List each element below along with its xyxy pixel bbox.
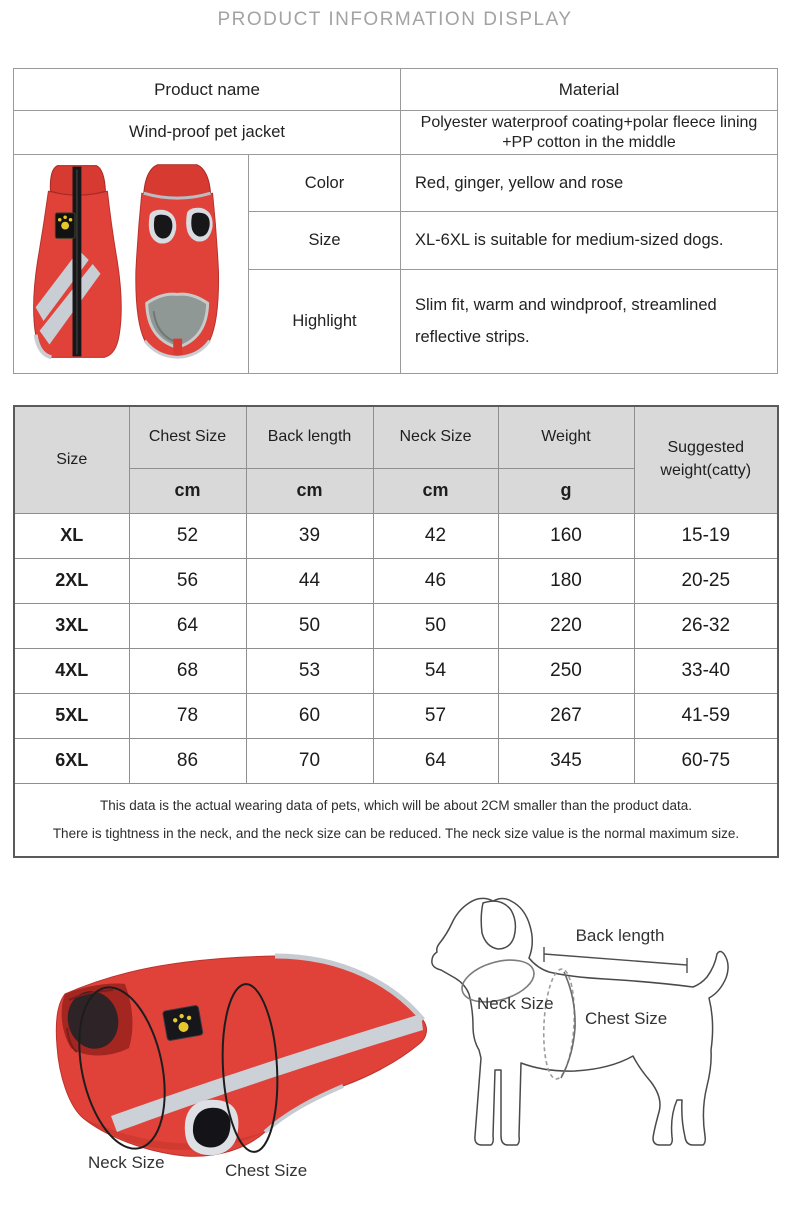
cell-neck: 46 <box>373 558 498 603</box>
table-row <box>14 558 778 603</box>
dog-chest-size-label: Chest Size <box>585 1009 668 1028</box>
dog-neck-size-label: Neck Size <box>477 994 554 1013</box>
dog-back-length-label: Back length <box>575 926 665 945</box>
col-header-neck: Neck Size <box>373 406 498 468</box>
cell-size: 2XL <box>14 558 129 603</box>
cell-suggested: 26-32 <box>634 603 778 648</box>
note-line-2: There is tightness in the neck, and the neck size can be reduced. The neck size value is the normal maximum size. <box>52 825 740 841</box>
cell-neck: 50 <box>373 603 498 648</box>
cell-neck: 54 <box>373 648 498 693</box>
table-row <box>14 738 778 783</box>
cell-size: 6XL <box>14 738 129 783</box>
cell-neck: 42 <box>373 513 498 558</box>
cell-back: 60 <box>246 693 373 738</box>
page-title: PRODUCT INFORMATION DISPLAY <box>217 9 573 30</box>
table-row <box>14 693 778 738</box>
product-name-value: Wind-proof pet jacket <box>14 111 401 155</box>
cell-suggested: 20-25 <box>634 558 778 603</box>
product-photo-front-back <box>16 157 245 366</box>
cell-chest: 52 <box>129 513 246 558</box>
size-label: Size <box>249 212 401 270</box>
cell-back: 44 <box>246 558 373 603</box>
unit-neck: cm <box>373 468 498 513</box>
jacket-neck-size-label: Neck Size <box>88 1153 165 1172</box>
cell-neck: 64 <box>373 738 498 783</box>
cell-suggested: 15-19 <box>634 513 778 558</box>
color-label: Color <box>249 155 401 212</box>
cell-chest: 78 <box>129 693 246 738</box>
col-header-weight: Weight <box>498 406 634 468</box>
back-length-measure-line <box>544 947 687 973</box>
cell-weight: 220 <box>498 603 634 648</box>
unit-weight: g <box>498 468 634 513</box>
cell-chest: 86 <box>129 738 246 783</box>
cell-chest: 68 <box>129 648 246 693</box>
highlight-value: Slim fit, warm and windproof, streamlined reflective strips. <box>401 270 778 374</box>
cell-back: 53 <box>246 648 373 693</box>
material-value: Polyester waterproof coating+polar fleece lining +PP cotton in the middle <box>401 111 778 155</box>
color-value: Red, ginger, yellow and rose <box>401 155 778 212</box>
dog-ear <box>481 901 515 949</box>
col-header-back: Back length <box>246 406 373 468</box>
col-header-suggested: Suggested weight(catty) <box>634 406 778 513</box>
jacket-side-photo <box>25 936 445 1166</box>
table-row <box>14 513 778 558</box>
paw-logo <box>55 213 75 239</box>
col-header-chest: Chest Size <box>129 406 246 468</box>
cell-neck: 57 <box>373 693 498 738</box>
cell-size: 5XL <box>14 693 129 738</box>
table-row <box>14 648 778 693</box>
cell-weight: 160 <box>498 513 634 558</box>
size-value: XL-6XL is suitable for medium-sized dogs. <box>401 212 778 270</box>
cell-back: 39 <box>246 513 373 558</box>
paw-logo <box>162 1005 203 1041</box>
table-row <box>14 603 778 648</box>
cell-weight: 250 <box>498 648 634 693</box>
cell-weight: 345 <box>498 738 634 783</box>
material-header: Material <box>401 69 778 111</box>
product-info-table <box>13 68 778 374</box>
cell-back: 70 <box>246 738 373 783</box>
cell-suggested: 33-40 <box>634 648 778 693</box>
size-chart-note <box>14 783 778 857</box>
cell-suggested: 60-75 <box>634 738 778 783</box>
cell-size: 3XL <box>14 603 129 648</box>
cell-size: 4XL <box>14 648 129 693</box>
jacket-chest-size-label: Chest Size <box>225 1161 308 1180</box>
cell-back: 50 <box>246 603 373 648</box>
product-photo-cell <box>14 155 249 374</box>
cell-weight: 267 <box>498 693 634 738</box>
size-chart-table <box>13 405 779 858</box>
col-header-size: Size <box>14 406 129 513</box>
cell-weight: 180 <box>498 558 634 603</box>
highlight-label: Highlight <box>249 270 401 374</box>
unit-chest: cm <box>129 468 246 513</box>
cell-size: XL <box>14 513 129 558</box>
cell-chest: 64 <box>129 603 246 648</box>
measurement-figure <box>0 858 790 1217</box>
cell-chest: 56 <box>129 558 246 603</box>
cell-suggested: 41-59 <box>634 693 778 738</box>
unit-back: cm <box>246 468 373 513</box>
note-line-1: This data is the actual wearing data of pets, which will be about 2CM smaller than the product data. <box>99 798 693 814</box>
product-name-header: Product name <box>14 69 401 111</box>
